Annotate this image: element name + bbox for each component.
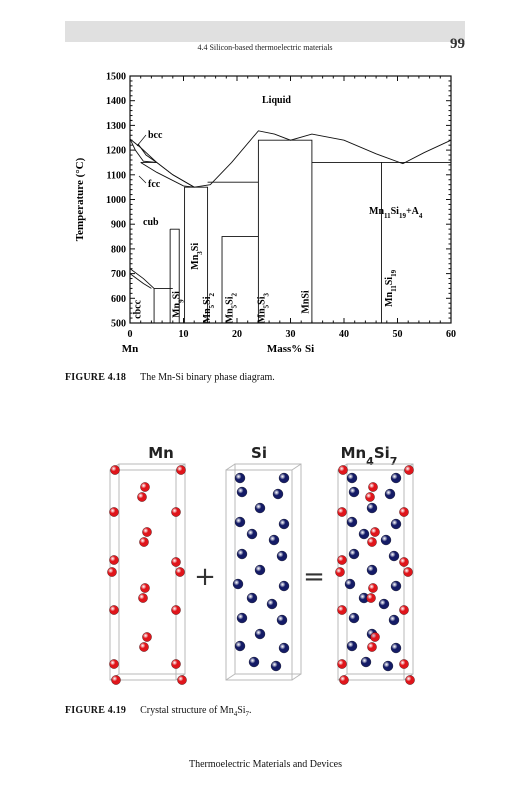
equals-operator: = <box>303 562 325 592</box>
mn-atom <box>109 555 118 564</box>
compound-label: $Mn_9Si$ <box>171 291 186 318</box>
compound-label: MnSi <box>300 290 312 314</box>
y-tick-label: 500 <box>111 318 126 330</box>
si-atom <box>383 661 393 671</box>
mn-atom <box>370 632 379 641</box>
si-atom <box>345 579 355 589</box>
mn-atom <box>111 675 120 684</box>
mn-atom <box>109 605 118 614</box>
mn-atom <box>337 555 346 564</box>
y-tick-label: 1500 <box>106 71 126 83</box>
mn-unit-cell <box>107 464 186 685</box>
y-axis-label: Temperature (°C) <box>74 157 86 242</box>
si-atom <box>277 551 287 561</box>
mn-atom <box>368 482 377 491</box>
mn-atom <box>338 465 347 474</box>
page-number: 99 <box>450 36 465 52</box>
si-atom <box>267 599 277 609</box>
si-atom <box>233 579 243 589</box>
panel-title: Si <box>251 444 267 462</box>
mn-atom <box>109 659 118 668</box>
si-atom <box>279 643 289 653</box>
unit-cell-edge <box>226 674 235 680</box>
mn-atom <box>403 567 412 576</box>
mn-atom <box>335 567 344 576</box>
si-atom <box>235 517 245 527</box>
x-axis-label: Mass% Si <box>266 343 315 355</box>
si-atom <box>277 615 287 625</box>
si-atom <box>391 581 401 591</box>
mn-atom <box>176 465 185 474</box>
si-atom <box>235 473 245 483</box>
si-atom <box>367 503 377 513</box>
y-tick-label: 1200 <box>106 145 126 157</box>
si-atom <box>347 473 357 483</box>
mn-atom <box>399 605 408 614</box>
bcc-label: bcc <box>148 130 163 141</box>
mn-atom <box>337 605 346 614</box>
compound-label: $Mn_5Si_2$ <box>201 293 216 324</box>
mn-atom <box>139 537 148 546</box>
si-atom <box>361 657 371 667</box>
y-tick-label: 1300 <box>106 120 126 132</box>
mn4si7-unit-cell <box>335 464 414 685</box>
si-atom <box>381 535 391 545</box>
liquid-label: Liquid <box>262 95 291 106</box>
si-atom <box>391 519 401 529</box>
unit-cell-edge <box>292 464 301 470</box>
si-atom <box>255 629 265 639</box>
x-tick-label: 50 <box>392 329 403 340</box>
si-atom <box>247 529 257 539</box>
y-tick-label: 1400 <box>106 96 126 108</box>
x-tick-label: 0 <box>127 329 133 340</box>
panel-title: $Mn_4Si_7$ <box>340 444 398 468</box>
mn-atom <box>171 507 180 516</box>
mn-atom <box>140 482 149 491</box>
y-tick-label: 700 <box>111 269 126 281</box>
figure-label: FIGURE 4.18 <box>65 372 127 383</box>
si-atom <box>349 613 359 623</box>
unit-cell-edge <box>226 464 235 470</box>
figure-4-19-caption <box>65 705 252 718</box>
mn-atom <box>370 527 379 536</box>
mn-atom <box>337 507 346 516</box>
mn11si19-a4-label: $Mn_{11}Si_{19}+A_4$ <box>369 206 423 220</box>
si-atom <box>273 489 283 499</box>
y-tick-label: 800 <box>111 244 126 256</box>
mn-atom <box>367 642 376 651</box>
mn-atom <box>405 675 414 684</box>
panel-title: Mn <box>148 444 174 462</box>
compound-label: $Mn_5Si_3$ <box>256 293 271 324</box>
x-tick-label: 60 <box>446 329 456 340</box>
si-atom <box>279 581 289 591</box>
mn-atom <box>142 632 151 641</box>
figure-label: FIGURE 4.19 <box>65 705 127 716</box>
running-header: 4.4 Silicon-based thermoelectric materials <box>197 43 333 52</box>
si-atom <box>271 661 281 671</box>
fcc-label: fcc <box>148 179 161 190</box>
y-tick-label: 900 <box>111 219 126 231</box>
mn-atom <box>366 593 375 602</box>
compound-label: $Mn_{11}Si_{19}$ <box>383 269 398 307</box>
mn-atom <box>339 675 348 684</box>
x-tick-label: 20 <box>232 329 242 340</box>
si-atom <box>279 519 289 529</box>
mn-atom <box>139 642 148 651</box>
si-atom <box>349 549 359 559</box>
si-atom <box>237 487 247 497</box>
si-atom <box>255 503 265 513</box>
compound-label: $Mn_3Si$ <box>190 242 205 270</box>
si-atom <box>391 473 401 483</box>
mn-atom <box>171 605 180 614</box>
mn-atom <box>175 567 184 576</box>
si-atom <box>237 613 247 623</box>
mn-atom <box>404 465 413 474</box>
x-axis-left-element-label: Mn <box>121 343 139 355</box>
y-tick-label: 1100 <box>106 170 126 182</box>
si-atom <box>235 641 245 651</box>
cbcc-label: cbcc <box>132 299 144 319</box>
mn-atom <box>367 537 376 546</box>
cub-label: cub <box>143 217 159 228</box>
mn-atom <box>177 675 186 684</box>
mn-atom <box>109 507 118 516</box>
si-atom <box>255 565 265 575</box>
si-atom <box>389 551 399 561</box>
si-atom <box>389 615 399 625</box>
mn-atom <box>110 465 119 474</box>
si-atom <box>237 549 247 559</box>
unit-cell-edge <box>292 674 301 680</box>
mn-atom <box>368 583 377 592</box>
mn-atom <box>399 507 408 516</box>
figure-caption-text: The Mn-Si binary phase diagram. <box>140 372 275 383</box>
mn-atom <box>140 583 149 592</box>
y-tick-label: 600 <box>111 293 126 305</box>
si-atom <box>279 473 289 483</box>
mn-atom <box>107 567 116 576</box>
y-tick-label: 1000 <box>106 195 126 206</box>
mn-atom <box>137 492 146 501</box>
x-tick-label: 10 <box>178 329 189 340</box>
mn-atom <box>171 557 180 566</box>
si-atom <box>379 599 389 609</box>
mn-atom <box>365 492 374 501</box>
si-atom <box>347 517 357 527</box>
si-atom <box>269 535 279 545</box>
mn-atom <box>171 659 180 668</box>
si-unit-cell <box>226 464 301 680</box>
si-atom <box>249 657 259 667</box>
x-tick-label: 30 <box>285 329 296 340</box>
mn-atom <box>337 659 346 668</box>
footer-book-title: Thermoelectric Materials and Devices <box>189 759 342 770</box>
figure-caption-text: Crystal structure of $Mn_4Si_7$. <box>140 705 252 718</box>
si-atom <box>347 641 357 651</box>
unit-cell-back <box>119 464 185 674</box>
x-tick-label: 40 <box>339 329 349 340</box>
plus-operator: + <box>194 562 216 592</box>
mn-atom <box>138 593 147 602</box>
compound-label: $Mn_5Si_2$ <box>224 293 239 324</box>
si-atom <box>359 529 369 539</box>
si-atom <box>247 593 257 603</box>
mn-atom <box>142 527 151 536</box>
si-atom <box>391 643 401 653</box>
si-atom <box>349 487 359 497</box>
si-atom <box>385 489 395 499</box>
mn-atom <box>399 659 408 668</box>
si-atom <box>367 565 377 575</box>
mn-atom <box>399 557 408 566</box>
